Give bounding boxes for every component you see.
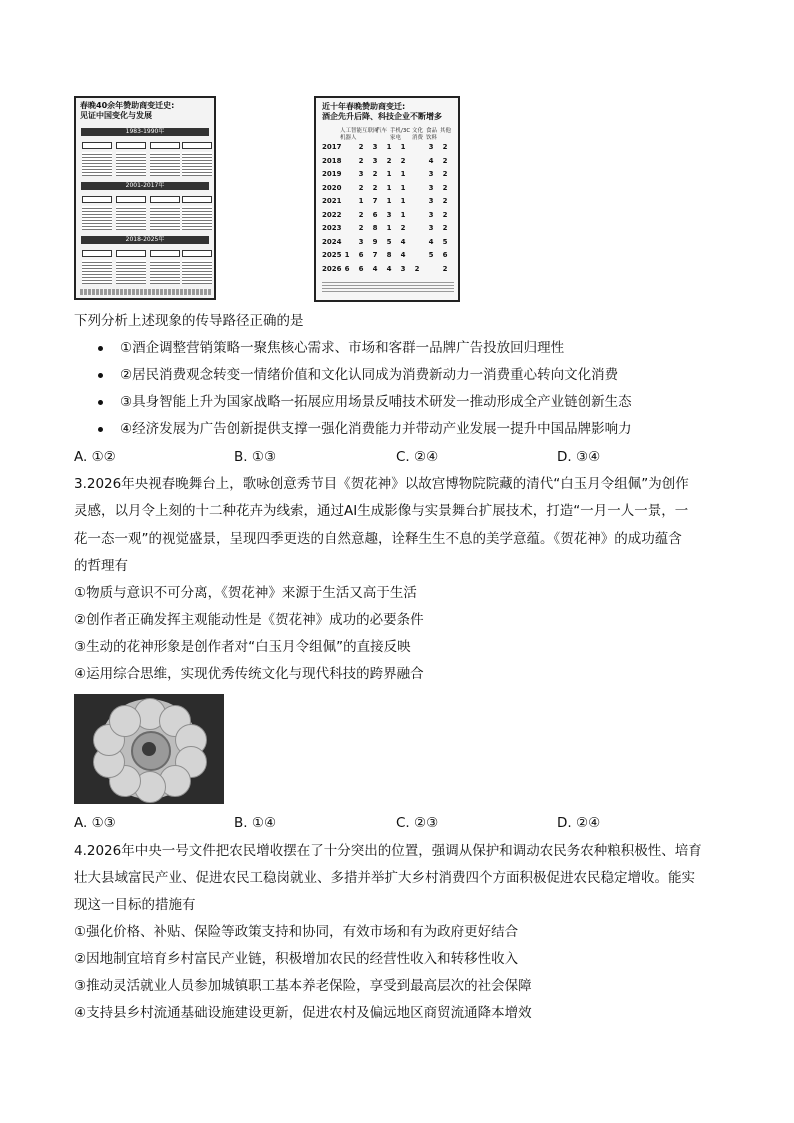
table-year: 2020 — [322, 183, 342, 192]
table-cell: 1 — [386, 143, 392, 151]
era2-col-box — [82, 196, 112, 203]
q2-option-d[interactable]: D. ③④ — [557, 449, 601, 465]
table-cell: 1 — [400, 197, 406, 205]
table-cell: 8 — [386, 251, 392, 259]
table-cell: 2 — [386, 156, 392, 165]
era1-text-block — [150, 152, 180, 176]
era3-text-block — [82, 260, 112, 284]
table-cell: 8 — [372, 224, 378, 232]
era3-text-block — [182, 260, 212, 284]
bullet-dot — [98, 400, 103, 405]
q3-item-1: ①物质与意识不可分离，《贺花神》来源于生活又高于生活 — [74, 585, 417, 601]
table-cell: 2 — [358, 210, 364, 219]
col-header: 文化消费 — [412, 128, 424, 141]
figure1-title-line1: 春晚40余年赞助商变迁史: — [80, 101, 175, 110]
table-cell: 2 — [372, 183, 378, 192]
q3-stem-line2: 灵感，以月令上刻的十二种花卉为线索，通过AI生成影像与实景舞台扩展技术，打造“一月一人一景，一 — [74, 503, 689, 519]
table-cell: 2 — [400, 224, 406, 232]
table-cell: 3 — [428, 143, 434, 151]
q4-item-2: ②因地制宜培育乡村富民产业链，积极增加农民的经营性收入和转移性收入 — [74, 951, 519, 967]
table-cell: 1 — [344, 251, 350, 259]
table-cell: 1 — [386, 183, 392, 192]
q3-option-d[interactable]: D. ②④ — [557, 815, 601, 831]
table-row — [322, 196, 452, 206]
table-year: 2024 — [322, 237, 342, 246]
table-year: 2025 — [322, 251, 342, 259]
q2-option-b[interactable]: B. ①③ — [234, 449, 277, 465]
era1-text-block — [82, 152, 112, 176]
table-cell: 1 — [400, 210, 406, 219]
era2-text-block — [116, 206, 146, 230]
col-header: 其他 — [440, 128, 452, 134]
table-cell: 2 — [400, 156, 406, 165]
table-cell: 3 — [428, 170, 434, 178]
col-header: 汽车 — [376, 128, 388, 134]
table-row — [322, 183, 452, 193]
table-cell: 3 — [372, 143, 378, 151]
table-cell: 2 — [442, 197, 448, 205]
era1-col-box — [82, 142, 112, 149]
table-header — [322, 128, 454, 142]
q2-option-c[interactable]: C. ②④ — [396, 449, 439, 465]
era3-text-block — [116, 260, 146, 284]
figure2-footnote — [322, 280, 454, 292]
era2-text-block — [82, 206, 112, 230]
table-cell: 2 — [372, 170, 378, 178]
era-band-1: 1983-1990年 — [81, 128, 209, 136]
era1-col-box — [150, 142, 180, 149]
era1-text-block — [116, 152, 146, 176]
table-cell: 1 — [386, 197, 392, 205]
figure2-title-line2: 酒企先升后降、科技企业不断增多 — [322, 112, 442, 121]
table-cell: 5 — [386, 237, 392, 246]
table-cell: 1 — [400, 183, 406, 192]
table-cell: 9 — [372, 237, 378, 246]
era3-col-box — [82, 250, 112, 257]
table-cell: 3 — [358, 170, 364, 178]
table-row — [322, 223, 452, 233]
table-cell: 1 — [358, 197, 364, 205]
era3-col-box — [182, 250, 212, 257]
figure1-title-line2: 见证中国变化与发展 — [80, 111, 152, 120]
table-cell: 2 — [358, 156, 364, 165]
figure2-title-line1: 近十年春晚赞助商变迁: — [322, 102, 406, 111]
era3-col-box — [150, 250, 180, 257]
era2-text-block — [150, 206, 180, 230]
table-cell: 1 — [400, 170, 406, 178]
q3-stem-line4: 的哲理有 — [74, 558, 128, 574]
era3-text-block — [150, 260, 180, 284]
table-cell: 3 — [428, 210, 434, 219]
table-cell: 2 — [442, 143, 448, 151]
sponsor-table-figure — [314, 96, 460, 302]
col-header: 手机/3C家电 — [390, 128, 411, 141]
era1-col-box — [116, 142, 146, 149]
bullet-dot — [98, 427, 103, 432]
table-cell: 3 — [428, 224, 434, 232]
table-cell: 2 — [442, 183, 448, 192]
table-cell: 6 — [442, 251, 448, 259]
table-cell: 7 — [372, 251, 378, 259]
q2-option-a[interactable]: A. ①② — [74, 449, 116, 465]
table-cell: 4 — [400, 251, 406, 259]
table-cell: 7 — [372, 197, 378, 205]
table-row — [322, 264, 452, 274]
table-cell: 6 — [372, 210, 378, 219]
col-header: 互联网 — [362, 128, 379, 134]
q2-item-1: ①酒企调整营销策略一聚焦核心需求、市场和客群一品牌广告投放回归理性 — [120, 340, 565, 356]
table-cell: 2 — [442, 264, 448, 273]
q2-item-3: ③具身智能上升为国家战略一拓展应用场景反哺技术研发一推动形成全产业链创新生态 — [120, 394, 632, 410]
q3-option-b[interactable]: B. ①④ — [234, 815, 277, 831]
table-cell: 3 — [428, 197, 434, 205]
table-cell: 2 — [414, 264, 420, 273]
table-year: 2022 — [322, 210, 342, 219]
era2-col-box — [116, 196, 146, 203]
q4-item-3: ③推动灵活就业人员参加城镇职工基本养老保险，享受到最高层次的社会保障 — [74, 978, 532, 994]
q4-stem-line1: 4.2026年中央一号文件把农民增收摆在了十分突出的位置，强调从保护和调动农民务农种粮积极性、培育 — [74, 843, 702, 859]
q3-item-3: ③生动的花神形象是创作者对“白玉月令组佩”的直接反映 — [74, 639, 411, 655]
table-cell: 1 — [386, 170, 392, 178]
col-header: 食品饮料 — [426, 128, 438, 141]
table-row — [322, 210, 452, 220]
table-cell: 2 — [358, 183, 364, 192]
era2-text-block — [182, 206, 212, 230]
q4-item-1: ①强化价格、补贴、保险等政策支持和协同，有效市场和有为政府更好结合 — [74, 924, 519, 940]
q3-stem-line3: 花一态一观”的视觉盛景，呈现四季更迭的自然意趣，诠释生生不息的美学意蕴。《贺花神》的成功蕴含 — [74, 531, 682, 547]
q2-stem: 下列分析上述现象的传导路径正确的是 — [74, 313, 304, 329]
era-band-3: 2018-2025年 — [81, 236, 209, 244]
table-cell: 2 — [442, 170, 448, 178]
table-cell: 5 — [442, 237, 448, 246]
table-cell: 2 — [442, 210, 448, 219]
q4-stem-line3: 现这一目标的措施有 — [74, 897, 196, 913]
bullet-dot — [98, 373, 103, 378]
table-cell: 2 — [442, 156, 448, 165]
era-band-2: 2001-2017年 — [81, 182, 209, 190]
table-cell: 1 — [400, 143, 406, 151]
table-cell: 3 — [372, 156, 378, 165]
q3-item-4: ④运用综合思维，实现优秀传统文化与现代科技的跨界融合 — [74, 666, 424, 682]
table-year: 2019 — [322, 170, 342, 178]
bullet-dot — [98, 346, 103, 351]
table-year: 2018 — [322, 156, 342, 165]
table-cell: 2 — [358, 224, 364, 232]
table-cell: 4 — [400, 237, 406, 246]
q2-item-2: ②居民消费观念转变一情绪价值和文化认同成为消费新动力一消费重心转向文化消费 — [120, 367, 619, 383]
q3-item-2: ②创作者正确发挥主观能动性是《贺花神》成功的必要条件 — [74, 612, 424, 628]
pendant-core — [142, 742, 156, 756]
era3-col-box — [116, 250, 146, 257]
table-row — [322, 237, 452, 247]
table-year: 2023 — [322, 224, 342, 232]
figure1-footnote — [80, 289, 212, 295]
pendant-petal — [109, 705, 141, 737]
table-row — [322, 169, 452, 179]
table-cell: 3 — [400, 264, 406, 273]
q4-item-4: ④支持县乡村流通基础设施建设更新，促进农村及偏远地区商贸流通降本增效 — [74, 1005, 532, 1021]
table-row — [322, 142, 452, 152]
era2-col-box — [182, 196, 212, 203]
table-row — [322, 250, 452, 260]
table-cell: 2 — [358, 143, 364, 151]
era1-text-block — [182, 152, 212, 176]
jade-pendant-photo — [74, 694, 224, 804]
table-cell: 4 — [428, 156, 434, 165]
q4-stem-line2: 壮大县域富民产业、促进农民工稳岗就业、多措并举扩大乡村消费四个方面积极促进农民稳定增收。能实 — [74, 870, 695, 886]
q3-option-c[interactable]: C. ②③ — [396, 815, 439, 831]
col-header: 人工智能机器人 — [340, 128, 363, 141]
q3-option-a[interactable]: A. ①③ — [74, 815, 116, 831]
table-cell: 6 — [358, 264, 364, 273]
q3-stem-line1: 3.2026年央视春晚舞台上，歌咏创意秀节目《贺花神》以故宫博物院院藏的清代“白玉月令组佩”为创作 — [74, 476, 689, 492]
sponsor-history-figure — [74, 96, 216, 300]
table-cell: 4 — [372, 264, 378, 273]
table-cell: 2 — [442, 224, 448, 232]
table-row — [322, 156, 452, 166]
table-cell: 4 — [386, 264, 392, 273]
table-cell: 3 — [428, 183, 434, 192]
table-cell: 3 — [386, 210, 392, 219]
table-cell: 1 — [386, 224, 392, 232]
era2-col-box — [150, 196, 180, 203]
table-cell: 6 — [344, 264, 350, 273]
table-cell: 3 — [358, 237, 364, 246]
q2-item-4: ④经济发展为广告创新提供支撑一强化消费能力并带动产业发展一提升中国品牌影响力 — [120, 421, 632, 437]
table-cell: 5 — [428, 251, 434, 259]
table-year: 2026 — [322, 264, 342, 273]
table-year: 2021 — [322, 197, 342, 205]
table-cell: 6 — [358, 251, 364, 259]
era1-col-box — [182, 142, 212, 149]
table-year: 2017 — [322, 143, 342, 151]
table-cell: 4 — [428, 237, 434, 246]
